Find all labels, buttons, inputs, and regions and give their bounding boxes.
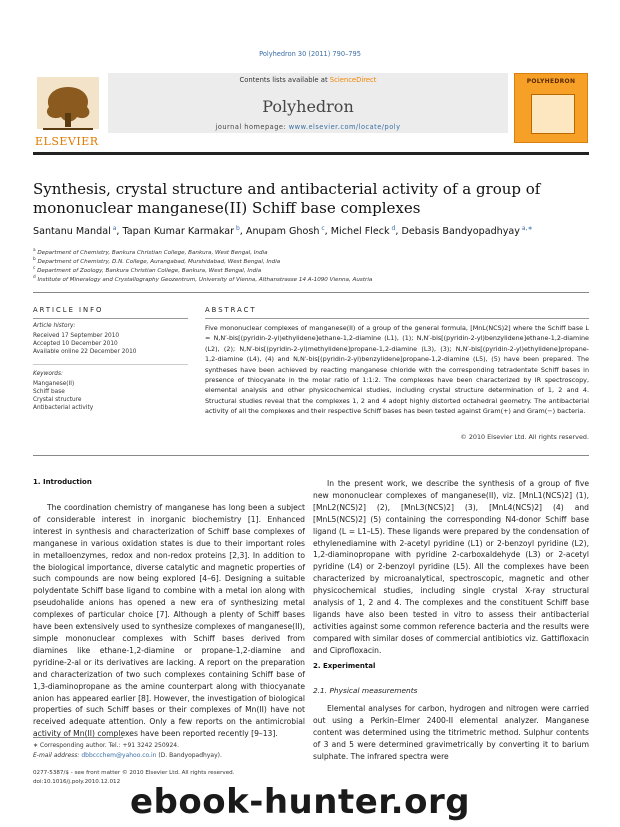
elsevier-tree-logo — [33, 73, 103, 139]
author-name: Tapan Kumar Karmakar — [122, 226, 235, 238]
homepage-prefix: journal homepage: — [215, 123, 289, 131]
author-name: Debasis Bandyopadhyay — [401, 226, 520, 238]
author-affiliation-mark[interactable]: b — [234, 225, 240, 232]
keyword: Schiff base — [33, 389, 65, 395]
cover-title: POLYHEDRON — [526, 78, 576, 85]
journal-name: Polyhedron — [262, 97, 354, 116]
keywords-rule — [33, 364, 188, 365]
physical-measurements-heading: 2.1. Physical measurements — [313, 686, 418, 695]
history-online: Available online 22 December 2010 — [33, 349, 137, 355]
journal-homepage — [108, 123, 508, 131]
history-accepted: Accepted 10 December 2010 — [33, 341, 118, 347]
introduction-heading: 1. Introduction — [33, 478, 92, 486]
article-info-rule — [33, 318, 188, 319]
corresponding-author: ∗ Corresponding author. Tel.: +91 3242 250924. — [33, 742, 180, 749]
author-affiliation-mark[interactable]: a — [110, 225, 117, 232]
author-affiliation-mark[interactable]: c — [319, 225, 325, 232]
issn-line: 0277-5387/$ - see front matter © 2010 Elsevier Ltd. All rights reserved. — [33, 770, 235, 776]
homepage-link[interactable]: www.elsevier.com/locate/poly — [288, 123, 401, 131]
affiliation: $^c$ Department of Zoology, Bankura Christian College, Bankura, West Bengal, India — [33, 265, 262, 274]
doi-line: doi:10.1016/j.poly.2010.12.012 — [33, 779, 121, 785]
affiliation-divider — [33, 292, 589, 293]
keyword: Antibacterial activity — [33, 405, 94, 411]
experimental-heading: 2. Experimental — [313, 662, 376, 670]
article-info-heading: ARTICLE INFO — [33, 306, 104, 314]
introduction-text: The coordination chemistry of manganese has long been a subject of considerable interest in inorganic biochemistry [1]. Enhanced interest in synthesis and characterization of Schiff base complexes of manganese in various oxidation states is due to their important roles in metalloenzymes, redox and non-redox proteins [2,3]. In addition to the biological importance, diverse catalytic and magnetic properties of such compounds are now being explored [4–6]. Designing a suitable polydentate Schiff base ligand to combine with a metal ion along with pseudohalide anions has opened a new era of synthesizing metal complexes of particular choice [7]. Although a plenty of Schiff bases have been extensively used to synthesize complexes of manganese(II), simple mononuclear complexes with Schiff bases derived from diamines like ethane-1,2-diamine or propane-1,2-diamine and pyridine-2-al or its derivatives are lacking. A report on the preparation and characterization of two such complexes containing Schiff base of 1,3-diaminopropane as the amine counterpart along with thiocyanate anion has appeared earlier [8]. However, the investigation of biological properties of such Schiff bases or their complexes of Mn(II) have not received adequate attention. Only a few reports on the antimicrobial activity of Mn(II) complexes have been reported recently [9–13]. — [33, 503, 305, 739]
abstract-rule — [205, 318, 589, 319]
email-link[interactable]: dbbccchem@yahoo.co.in — [81, 752, 157, 759]
history-received: Received 17 September 2010 — [33, 333, 120, 339]
publisher-name: ELSEVIER — [35, 135, 99, 148]
introduction-continued: In the present work, we describe the synthesis of a group of five new mononuclear complexes of manganese(II), viz. [MnL1(NCS)2] (1), [MnL2(NCS)2] (2), [MnL3(NCS)2] (3), [MnL4(NCS)2] (4) and [MnL5(NCS)2] (5) containing the corresponding N4-donor Schiff base ligand (L = L1–L5). These ligands were prepared by the condensation of ethylenediamine with 2-acetyl pyridine (L1) or 2-benzoyl pyridine (L2), 1,2-diaminopropane with pyridine 2-carboxaldehyde (L3) or 2-acetyl pyridine (L4) or 2-benzoyl pyridine (L5). All the complexes have been characterized by microanalytical, spectroscopic, magnetic and other physicochemical studies, including single crystal X-ray structural analysis of 1, 2 and 4. The complexes and the constituent Schiff base ligands have also been tested in vitro to assess their antibacterial activities against some common reference bacteria and the results were compared with similar doses of commercial antibiotics viz. Gattifloxacin and Ciprofloxacin. — [313, 479, 589, 655]
footnote-rule — [33, 737, 123, 738]
email-suffix: (D. Bandyopadhyay). — [156, 752, 222, 759]
keywords-label: Keywords: — [33, 371, 63, 377]
journal-reference: Polyhedron 30 (2011) 790–795 — [259, 50, 361, 58]
author-name: Michel Fleck — [330, 226, 390, 238]
author-affiliation-mark[interactable]: a,∗ — [519, 225, 533, 232]
watermark: ebook-hunter.org — [130, 782, 471, 822]
email-prefix: E-mail address: — [33, 752, 82, 759]
affiliation: $^d$ Institute of Mineralogy and Crystallography Geozentrum, University of Vienna, Althanstrasse 14 A-1090 Vienna, Austria — [33, 274, 373, 283]
header-divider — [33, 152, 589, 155]
journal-cover-image — [514, 73, 588, 143]
author-name: Anupam Ghosh — [245, 226, 320, 238]
keyword: Manganese(II) — [33, 381, 75, 387]
author-list: Santanu Mandal $^a$, Tapan Kumar Karmakar $^b$, Anupam Ghosh $^c$, Michel Fleck $^d$, Debasis Bandyopadhyay $^{a,∗}$ — [33, 225, 533, 238]
copyright-notice: © 2010 Elsevier Ltd. All rights reserved. — [460, 433, 589, 441]
contents-prefix: Contents lists available at — [239, 76, 330, 84]
author-name: Santanu Mandal — [33, 226, 111, 238]
email-line — [33, 752, 305, 759]
abstract-heading: ABSTRACT — [205, 306, 257, 314]
article-title: Synthesis, crystal structure and antibacterial activity of a group of mononuclear manganese(II) Schiff base complexes — [33, 180, 541, 217]
body-divider — [33, 455, 589, 456]
journal-banner — [33, 73, 589, 148]
keyword: Crystal structure — [33, 397, 82, 403]
contents-line — [108, 76, 508, 84]
affiliation: $^a$ Department of Chemistry, Bankura Christian College, Bankura, West Bengal, India — [33, 247, 268, 256]
masthead — [108, 73, 508, 133]
abstract-text: Five mononuclear complexes of manganese(II) of a group of the general formula, [MnL(NCS)2] where the Schiff base L = N,N′-bis[(pyridin-2-yl)ethylidene]ethane-1,2-diamine (L1), (1); N,N′-bis[(pyridin-2-yl)benzylidene]ethane-1,2-diamine (L2), (2); N,N′-bis[(pyridin-2-yl)methylidene]propane-1,2-diamine (L3), (3); N,N′-bis[(pyridin-2-yl)ethylidene]propane-1,2-diamine (L4), (4) and N,N′-bis[(pyridin-2-yl)benzylidene]propane-1,2-diamine (L5), (5) have been prepared. The syntheses have been achieved by reacting manganese chloride with the corresponding tetradentate Schiff bases in presence of thiocyanate in the molar ratio of 1:1:2. The complexes have been characterized by IR spectroscopy, elemental analysis and other physicochemical studies, including crystal structure determination of 1, 2 and 4. Structural studies reveal that the complexes 1, 2 and 4 adopt highly distorted octahedral geometry. The antibacterial activity of all the complexes and their respective Schiff bases has been tested against Gram(+) and Gram(−) bacteria. — [205, 324, 589, 416]
sciencedirect-link[interactable]: ScienceDirect — [329, 76, 377, 84]
cover-graphic — [531, 94, 575, 134]
affiliation: $^b$ Department of Chemistry, D.N. College, Aurangabad, Murshidabad, West Bengal, India — [33, 256, 281, 265]
physical-measurements-text: Elemental analyses for carbon, hydrogen and nitrogen were carried out using a Perkin–Elmer 2400-II elemental analyzer. Manganese content was determined using the titrimetric method. Sulphur contents of 3 and 5 were determined gravimetrically by converting it to barium sulphate. The infrared spectra were — [313, 704, 589, 761]
history-label: Article history: — [33, 323, 76, 329]
author-affiliation-mark[interactable]: d — [389, 225, 396, 232]
